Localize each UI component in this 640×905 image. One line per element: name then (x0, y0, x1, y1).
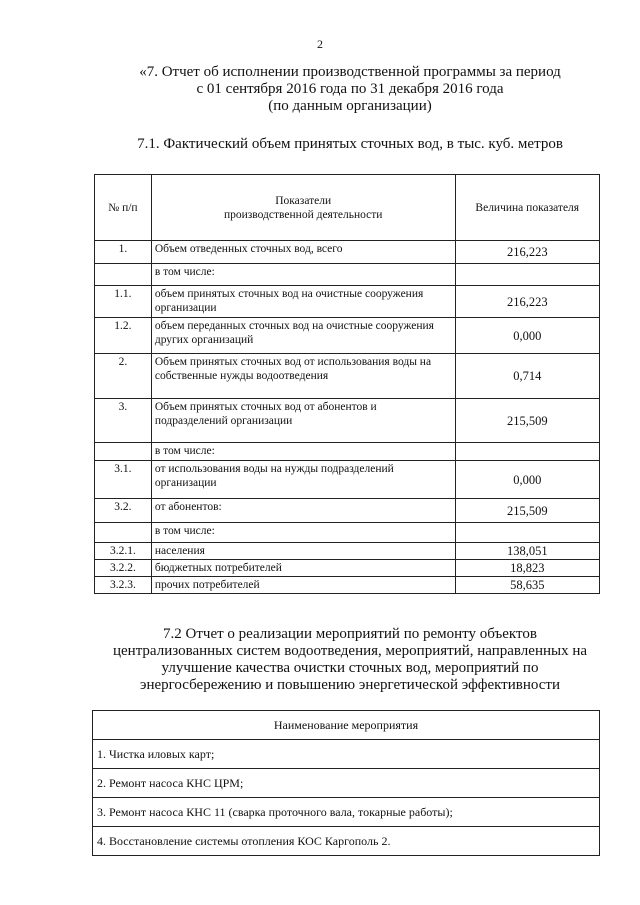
row-num: 3.2.2. (95, 560, 152, 577)
section2-title-line: улучшение качества очистки сточных вод, мероприятий по (161, 660, 539, 676)
header-value: Величина показателя (455, 175, 599, 241)
measures-table (92, 710, 600, 856)
row-name: объем переданных сточных вод на очистные сооружения других организаций (151, 318, 455, 354)
page-number: 2 (317, 37, 323, 51)
row-value: 216,223 (455, 286, 599, 318)
measure-item: 1. Чистка иловых карт; (93, 740, 600, 769)
row-num: 3.2. (95, 499, 152, 523)
row-name: Объем принятых сточных вод от использования воды на собственные нужды водоотведения (151, 354, 455, 399)
table-row (95, 443, 600, 461)
row-name: объем принятых сточных вод на очистные сооружения организации (151, 286, 455, 318)
row-name: прочих потребителей (151, 577, 455, 594)
row-value: 138,051 (455, 543, 599, 560)
row-num (95, 443, 152, 461)
row-num: 3.2.3. (95, 577, 152, 594)
table-row (95, 318, 600, 354)
table-header-row (95, 175, 600, 241)
wastewater-volume-table (94, 174, 600, 594)
row-num: 3.1. (95, 461, 152, 499)
row-num: 3.2.1. (95, 543, 152, 560)
row-value (455, 443, 599, 461)
row-name: в том числе: (151, 443, 455, 461)
row-name: от абонентов: (151, 499, 455, 523)
report-title-line: с 01 сентября 2016 года по 31 декабря 2016 года (196, 81, 504, 97)
table-row (95, 264, 600, 286)
table-row (95, 560, 600, 577)
row-value: 216,223 (455, 241, 599, 264)
row-value: 0,714 (455, 354, 599, 399)
row-num (95, 523, 152, 543)
report-title-line: «7. Отчет об исполнении производственной программы за период (139, 64, 561, 80)
measure-item: 2. Ремонт насоса КНС ЦРМ; (93, 769, 600, 798)
header-num: № п/п (95, 175, 152, 241)
row-value: 0,000 (455, 318, 599, 354)
row-num (95, 264, 152, 286)
table-row (95, 241, 600, 264)
row-num: 1.1. (95, 286, 152, 318)
section2-title-line: централизованных систем водоотведения, мероприятий, направленных на (112, 643, 588, 659)
header-name (151, 175, 455, 241)
row-num: 1.2. (95, 318, 152, 354)
row-name: Объем принятых сточных вод от абонентов и подразделений организации (151, 399, 455, 443)
measure-item: 4. Восстановление системы отопления КОС Каргополь 2. (93, 827, 600, 856)
row-name: Объем отведенных сточных вод, всего (151, 241, 455, 264)
table-row (93, 827, 600, 856)
row-value: 215,509 (455, 499, 599, 523)
row-num: 2. (95, 354, 152, 399)
section2-title-line: 7.2 Отчет о реализации мероприятий по ремонту объектов (163, 626, 537, 642)
table-row (95, 577, 600, 594)
row-num: 1. (95, 241, 152, 264)
row-name: от использования воды на нужды подразделений организации (151, 461, 455, 499)
row-value (455, 264, 599, 286)
table-row (95, 286, 600, 318)
table-row (95, 399, 600, 443)
table-row (95, 354, 600, 399)
table-row (95, 543, 600, 560)
report-title-line: (по данным организации) (268, 98, 432, 114)
table-row (95, 523, 600, 543)
row-value: 18,823 (455, 560, 599, 577)
table-row (93, 798, 600, 827)
row-value: 215,509 (455, 399, 599, 443)
header-name-line1: Показатели (275, 194, 332, 207)
row-value: 58,635 (455, 577, 599, 594)
row-name: населения (151, 543, 455, 560)
table-row (95, 499, 600, 523)
row-num: 3. (95, 399, 152, 443)
row-name: в том числе: (151, 523, 455, 543)
measure-item: 3. Ремонт насоса КНС 11 (сварка проточного вала, токарные работы); (93, 798, 600, 827)
table-header-row (93, 711, 600, 740)
table-row (93, 740, 600, 769)
measures-header: Наименование мероприятия (93, 711, 600, 740)
row-name: в том числе: (151, 264, 455, 286)
header-name-line2: производственной деятельности (223, 208, 383, 221)
row-value (455, 523, 599, 543)
section1-title: 7.1. Фактический объем принятых сточных вод, в тыс. куб. метров (137, 136, 563, 152)
row-name: бюджетных потребителей (151, 560, 455, 577)
report-title (100, 64, 600, 115)
section2-title (100, 626, 600, 694)
section2-title-line: энергосбережению и повышению энергетической эффективности (140, 677, 560, 693)
row-value: 0,000 (455, 461, 599, 499)
table-row (95, 461, 600, 499)
table-row (93, 769, 600, 798)
